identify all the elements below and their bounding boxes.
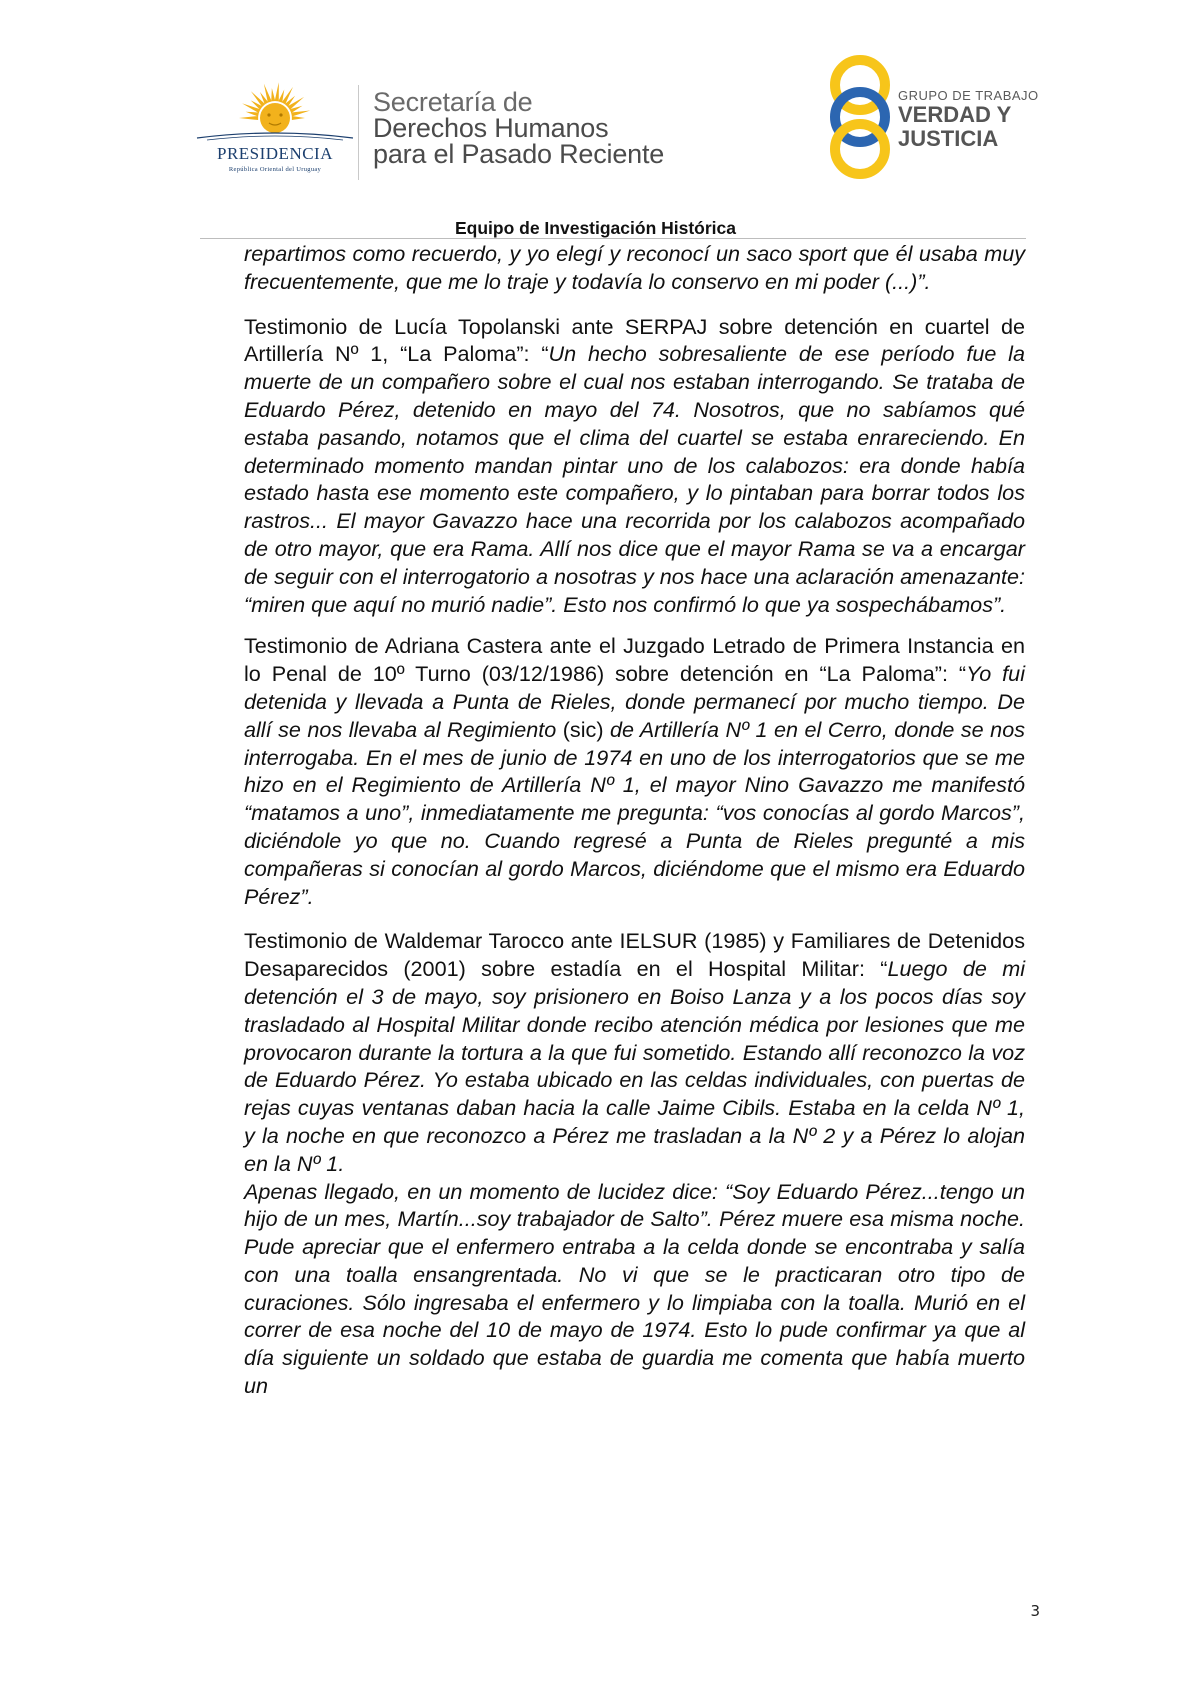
header-rule	[200, 238, 1026, 239]
sun-ray	[291, 111, 310, 117]
header-divider	[358, 85, 359, 180]
sun-ray	[275, 82, 279, 101]
sun-ray	[282, 87, 293, 105]
grupo-line-1: GRUPO DE TRABAJO	[898, 88, 1039, 103]
grupo-line-2: VERDAD Y	[898, 102, 1012, 127]
quote-text: Un hecho sobresaliente de ese período fue la muerte de un compañero sobre el cual nos estaban interrogando. Se trataba de Eduardo Pérez, detenido en mayo del 74. Nosotros, que no sabíamos qué estaba pasando, notamos que el clima del cuartel se estaba enrareciendo. En determinado momento mandan pintar uno de los calabozos: era donde había estado hasta ese momento este compañero, y lo pintaban para borrar todos los rastros... El mayor Gavazzo hace una recorrida por los calabozos acompañado de otro mayor, que era Rama. Allí nos dice que el mayor Rama se va a encargar de seguir con el interrogatorio a nosotras y nos hace una aclaración amenazante: “miren que aquí no murió nadie”. Esto nos confirmó lo que ya sospechábamos”.	[244, 341, 1025, 617]
quote-text: de Artillería Nº 1 en el Cerro, donde se nos interrogaba. En el mes de junio de 1974 en uno de los interrogatorios que se me hizo en el Regimiento de Artillería Nº 1, el mayor Nino Gavazzo me manifestó “matamos a uno”, inmediatamente me pregunta: “vos conocías al gordo Marcos”, diciéndole yo que no. Cuando regresé a Punta de Rieles pregunté a mis compañeras si conocían al gordo Marcos, diciéndome que el mismo era Eduardo Pérez”.	[244, 716, 1025, 909]
paragraph-continuation	[244, 240, 1025, 296]
document-body	[244, 240, 1025, 1400]
quote-text: Apenas llegado, en un momento de lucidez dice: “Soy Eduardo Pérez...tengo un hijo de un mes, Martín...soy trabajador de Salto”. Pérez muere esa misma noche. Pude apreciar que el enfermero entraba a la celda donde se encontraba y salía con una toalla ensangrentada. No vi que se le practicaran otro tipo de curaciones. Sólo ingresaba el enfermero y lo limpiaba con la toalla. Murió en el correr de esa noche del 10 de mayo de 1974. Esto lo pude confirmar ya que al día siguiente un soldado que estaba de guardia me comenta que había muerto un	[244, 1178, 1025, 1399]
presidencia-title: PRESIDENCIA	[216, 144, 333, 163]
sun-ray	[292, 116, 305, 120]
sun-ray	[271, 88, 275, 101]
sun-emblem-icon	[195, 78, 355, 144]
team-title: Equipo de Investigación Histórica	[454, 218, 737, 238]
quote-text: Luego de mi detención el 3 de mayo, soy prisionero en Boiso Lanza y a los pocos días soy trasladado al Hospital Militar donde recibo atención médica por lesiones que me provocaron durante la tortura a la que fui sometido. Estando allí reconozco la voz de Eduardo Pérez. Yo estaba ubicado en las celdas individuales, con puertas de rejas cuyas ventanas daban hacia la calle Jaime Cibils. Estaba en la celda Nº 1, y la noche en que reconozco a Pérez me trasladan a la Nº 2 y a Pérez lo alojan en la Nº 1.	[244, 956, 1025, 1176]
paragraph-castera	[244, 632, 1025, 910]
testimony-intro: Testimonio de Lucía Topolanski ante SERPAJ sobre detención en cuartel de Artillería Nº 1, “La Paloma”: “	[244, 313, 1025, 367]
sic-note: (sic)	[556, 716, 611, 742]
page-number: 3	[1030, 1602, 1040, 1620]
presidencia-logo	[195, 78, 355, 183]
secretaria-line-1: Secretaría de	[373, 87, 533, 117]
secretaria-wordmark	[373, 89, 693, 167]
presidencia-subtitle: República Oriental del Uruguay	[228, 166, 322, 173]
page-header	[0, 0, 1191, 215]
sun-ray	[246, 112, 259, 117]
paragraph-topolanski	[244, 313, 1025, 619]
testimony-intro: Testimonio de Waldemar Tarocco ante IELSUR (1985) y Familiares de Detenidos Desaparecidos (2001) sobre estadía en el Hospital Militar: “	[244, 928, 1025, 982]
quote-text: repartimos como recuerdo, y yo elegí y reconocí un saco sport que él usaba muy frecuentemente, que me lo traje y todavía lo conservo en mi poder (...)”.	[244, 241, 1025, 294]
testimony-intro: Testimonio de Adriana Castera ante el Juzgado Letrado de Primera Instancia en lo Penal de 10º Turno (03/12/1986) sobre detención en “La Paloma”: “	[244, 633, 1025, 687]
secretaria-line-2: Derechos Humanos	[373, 113, 609, 143]
quote-text: Yo fui detenida y llevada a Punta de Rieles, donde permanecí por mucho tiempo. De allí se nos llevaba al Regimiento	[244, 661, 1025, 742]
grupo-trabajo-wordmark	[898, 88, 1038, 151]
paragraph-tarocco	[244, 927, 1025, 1177]
linked-rings-icon	[820, 55, 900, 180]
sun-ray	[239, 116, 258, 120]
grupo-line-3: JUSTICIA	[898, 126, 999, 151]
secretaria-line-3: para el Pasado Reciente	[373, 139, 665, 169]
paragraph-tarocco-continued	[244, 1178, 1025, 1400]
